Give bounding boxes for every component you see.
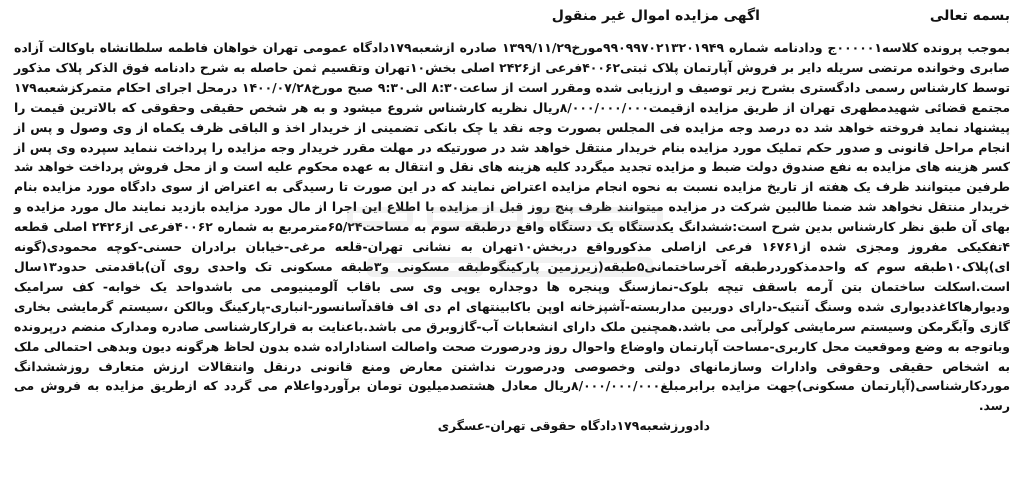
salutation-text: بسمه تعالی — [929, 8, 1010, 24]
notice-body: بموجب پرونده کلاسه۰۰۰۰۰۱ج ودادنامه شماره ۹۹۰۹۹۷۰۲۱۳۲۰۱۹۴۹مورخ۱۳۹۹/۱۱/۲۹ صادره ازشعبه۱۷۹دادگاه عمومی تهران خواهان فاطمه سلطانشاه باوکالت آزاده صابری وخوانده مرتضی سریله دایر بر فروش آپارتمان پلاک ثبتی۴۰۰۶۲فرعی از۲۴۲۶ اصلی بخش۱۰تهران وتقسیم ثمن حاصله به شرح دادنامه فوق الذکر پلاک مذکور توسط کارشناس رسمی دادگستری بشرح زیر توصیف و ارزیابی شده ومقرر است از ساعت۸:۳۰ الی۹:۳۰ صبح مورخ۱۴۰۰/۰۷/۲۸ درمحل اجرای احکام متمرکزشعبه۱۷۹ مجتمع قضائی شهیدمطهری تهران از طریق مزایده ازقیمت۸/۰۰۰/۰۰۰/۰۰۰ریال نظریه کارشناس شروع میشود و به هر شخص حقیقی وحقوقی که بالاترین قیمت را پیشنهاد نماید فروخته خواهد شد ده درصد وجه مزایده فی المجلس بصورت وجه نقد یا چک بانکی تضمینی از خریدار اخذ و الباقی ظرف یکماه از وی وصول و پس از انجام مراحل قانونی و صدور حکم تملیک مورد مزایده بنام خریدار منتقل خواهد شد در صورتیکه در مهلت مقرر خریدار وجه مزایده را پرداخت ننماید سپرده وی پس از کسر هزینه های مزایده به نفع صندوق دولت ضبط و مزایده تجدید میگردد کلیه هزینه های نقل و انتقال به عهده محکوم علیه است و از محل فروش پرداخت خواهد شد طرفین میتوانند ظرف یک هفته از تاریخ مزایده نسبت به نحوه انجام مزایده اعتراض نمایند که در این صورت تا رسیدگی به اعتراض از سوی دادگاه مورد مزایده بنام خریدار منتقل نخواهد شد ضمنا طالبین شرکت در مزایده میتوانند ظرف پنج روز قبل از مزایده با اطلاع این اجرا از مال مورد مزایده بازدید نمایند مال مورد مزایده و بهای آن طبق نظر کارشناس بدین شرح است:ششدانگ یکدستگاه یک دستگاه واقع درطبقه سوم به مساحت۶۵/۲۴مترمربع به شماره ۴۰۰۶۲فرعی از۲۴۲۶ اصلی قطعه ۴تفکیکی مفروز ومجزی شده از۱۶۷۶۱ فرعی ازاصلی مذکورواقع دربخش۱۰تهران به نشانی تهران-قلعه مرغی-خیابان برادران حسنی-کوچه محمودی(گونه ای)پلاک۱۰طبقه سوم که واحدمذکوردرطبقه آخرساختمانی۵طبقه(زیرزمین پارکینگوطبقه مسکونی و۳طبقه مسکونی تک واحدی روی آن)باقدمتی حدود۱۳سال است.اسکلت ساختمان بتن آرمه باسقف تیچه بلوک-نمازسنگ وپنجره ها دوجداره یوپی وی سی باقاب آلومینیومی می باشدواحد یک خوابه- کف سرامیک ودیوارهاکاغذدیواری شده وسنگ آنتیک-دارای دوربین مداربسته-آشپزخانه اوپن باکابینتهای ام دی اف فاقدآسانسور-انباری-پارکینگ وبالکن ،سیستم گرمایشی بخاری گازی وآبگرمکن وسیستم سرمایشی کولرآبی می باشد.همچنین ملک دارای انشعابات آب-گازوبرق می باشد.باعنایت به قرارکارشناسی صادره ومدارک منضم درپرونده وباتوجه به وضع وموقعیت محل کاربری-مساحت آپارتمان واوضاع واحوال روز ودرصورت صحت واصالت اسناداراده شده بدون لحاظ هرگونه دیون وبدهی احتمالی ملک به اشخاص حقیقی وحقوقی وادارات وسازمانهای دولتی وخصوصی ودرصورت نداشتن معارض ومنع قانونی درنقل وانتقالات ارزش متعارف روزششدانگ موردکارشناسی(آپارتمان مسکونی)جهت مزایده برابرمبلغ۸/۰۰۰/۰۰۰/۰۰۰ریال معادل هشتصدمیلیون تومان برآوردواعلام می گردد که ازطریق مزایده به فروش می رسد. — [14, 40, 1011, 414]
notice-title: اگهی مزایده اموال غیر منقول — [551, 8, 760, 24]
notice-header — [14, 6, 1010, 32]
signature-line: دادورزشعبه۱۷۹دادگاه حقوقی تهران-عسگری — [437, 418, 710, 434]
